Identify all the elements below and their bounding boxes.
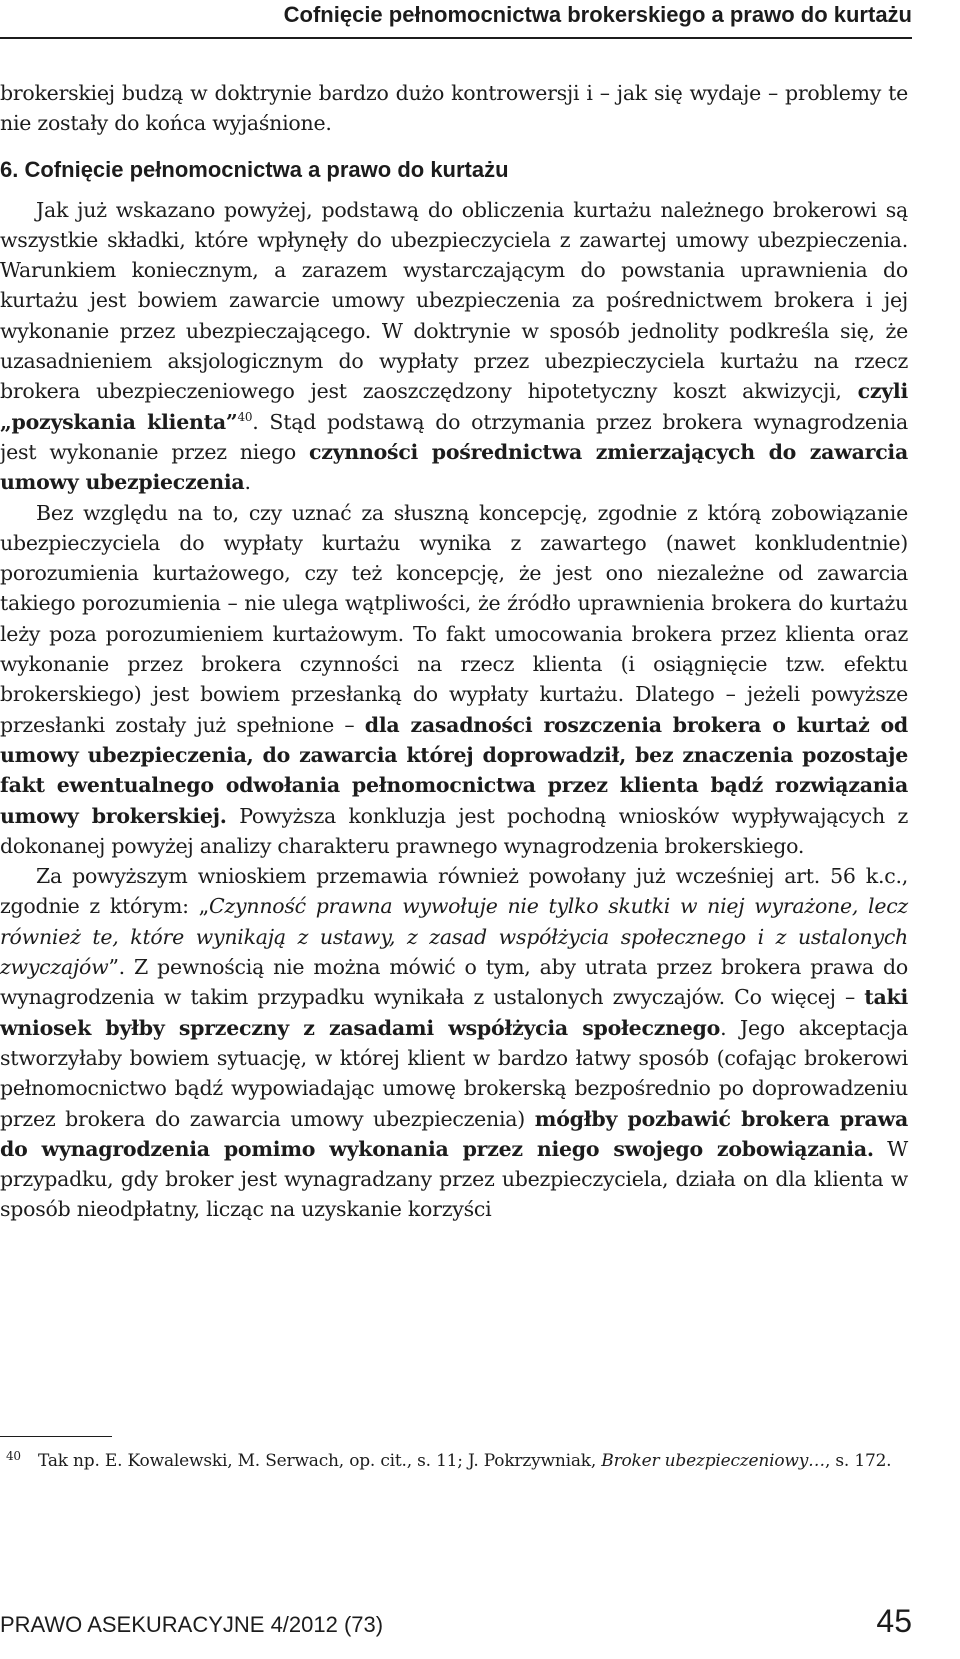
section-number: 6. [0,156,19,182]
paragraph-3 [0,861,908,1225]
paragraph-1-bold-a: czyli „pozyskania klienta” [0,379,908,434]
paragraph-1-text-c: . [244,470,251,495]
paragraph-3-text-b: ”. Z pewnością nie można mówić o tym, aby utrata przez brokera prawa do wynagrodzenia w takim przypadku wynikała z ustalonych zwyczajów. Co więcej – [0,955,908,1010]
footnote-text-a: Tak np. E. Kowalewski, M. Serwach, op. cit., s. 11; J. Pokrzywniak, [38,1451,602,1471]
journal-footer: PRAWO ASEKURACYJNE 4/2012 (73) [0,1612,384,1637]
paragraph-3-text-d: W przypadku, gdy broker jest wynagradzany przez ubezpieczyciela, działa on dla klienta w sposób nieodpłatny, licząc na uzyskanie korzyści [0,1136,908,1222]
paragraph-1-text-b: . Stąd podstawą do otrzymania przez brokera wynagrodzenia jest wykonanie przez niego [0,409,908,464]
paragraph-2 [0,498,908,862]
paragraph-3-bold-a: taki wniosek byłby sprzeczny z zasadami współżycia społecznego [0,985,908,1040]
paragraph-1-text-a: Jak już wskazano powyżej, podstawą do obliczenia kurtażu należnego brokerowi są wszystkie składki, które wpłynęły do ubezpieczyciela z zawartej umowy ubezpieczenia. Warunkiem koniecznym, a zarazem wystarczającym do powstania uprawnienia do kurtażu jest bowiem zawarcie umowy ubezpieczenia za pośrednictwem brokera i jej wykonanie przez ubezpieczającego. W doktrynie w sposób jednolity podkreśla się, że uzasadnieniem aksjologicznym do wypłaty przez ubezpieczyciela kurtażu na rzecz brokera ubezpieczeniowego jest zaoszczędzony hipotetyczny koszt akwizycji, [0,197,908,404]
paragraph-2-bold-a: dla zasadności roszczenia brokera o kurtaż od umowy ubezpieczenia, do zawarcia której doprowadził, bez znaczenia pozostaje fakt ewentualnego odwołania pełnomocnictwa przez klienta bądź rozwiązania umowy brokerskiej. [0,712,908,828]
paragraph-3-quote: Czynność prawna wywołuje nie tylko skutki w niej wyrażone, lecz również te, które wynikają z ustawy, z zasad współżycia społecznego i z ustalonych zwyczajów [0,894,908,980]
paragraph-3-bold-b: mógłby pozbawić brokera prawa do wynagrodzenia pomimo wykonania przez niego swojego zobowiązania. [0,1106,908,1161]
footnote-text [0,1448,908,1474]
page-number: 45 [876,1603,912,1639]
footnote-reference[interactable]: 40 [237,409,253,424]
paragraph-2-text-b: Powyższa konkluzja jest pochodną wniosków wypływających z dokonanej powyżej analizy charakteru prawnego wynagrodzenia brokerskiego. [0,803,908,858]
paragraph-3-text-c: . Jego akceptacja stworzyłaby bowiem sytuację, w której klient w bardzo łatwy sposób (cofając brokerowi pełnomocnictwo bądź wypowiadając umowę brokerską bezpośrednio po doprowadzeniu przez brokera do zawarcia umowy ubezpieczenia) [0,1015,908,1131]
section-title: Cofnięcie pełnomocnictwa a prawo do kurtażu [24,156,509,182]
header-rule [0,37,912,39]
body-text [0,78,908,1225]
paragraph-1-bold-b: czynności pośrednictwa zmierzających do zawarcia umowy ubezpieczenia [0,439,908,495]
footnote-rule [0,1436,112,1437]
paragraph-3-text-a: Za powyższym wnioskiem przemawia również powołany już wcześniej art. 56 k.c., zgodnie z którym: „ [0,864,908,919]
section-heading [0,155,908,185]
footnote-text-b: , s. 172. [825,1451,892,1471]
running-head: Cofnięcie pełnomocnictwa brokerskiego a prawo do kurtażu [283,2,912,27]
footnote-title: Broker ubezpieczeniowy… [601,1451,825,1471]
paragraph-1 [0,195,908,498]
continuation-paragraph: brokerskiej budzą w doktrynie bardzo dużo kontrowersji i – jak się wydaje – problemy te nie zostały do końca wyjaśnione. [0,81,908,136]
footnote-number: 40 [6,1449,21,1463]
footnote [0,1448,908,1474]
paragraph-2-text-a: Bez względu na to, czy uznać za słuszną koncepcję, zgodnie z którą zobowiązanie ubezpieczyciela do wypłaty kurtażu wynika z zawartego (nawet konkludentnie) porozumienia kurtażowego, czy też koncepcję, że jest ono niezależne od zawarcia takiego porozumienia – nie ulega wątpliwości, że źródło uprawnienia brokera do kurtażu leży poza porozumieniem kurtażowym. To fakt umocowania brokera przez klienta oraz wykonanie przez brokera czynności na rzecz klienta (i osiągnięcie tzw. efektu brokerskiego) jest bowiem przesłanką do wypłaty kurtażu. Dlatego – jeżeli powyższe przesłanki zostały już spełnione – [0,500,908,737]
